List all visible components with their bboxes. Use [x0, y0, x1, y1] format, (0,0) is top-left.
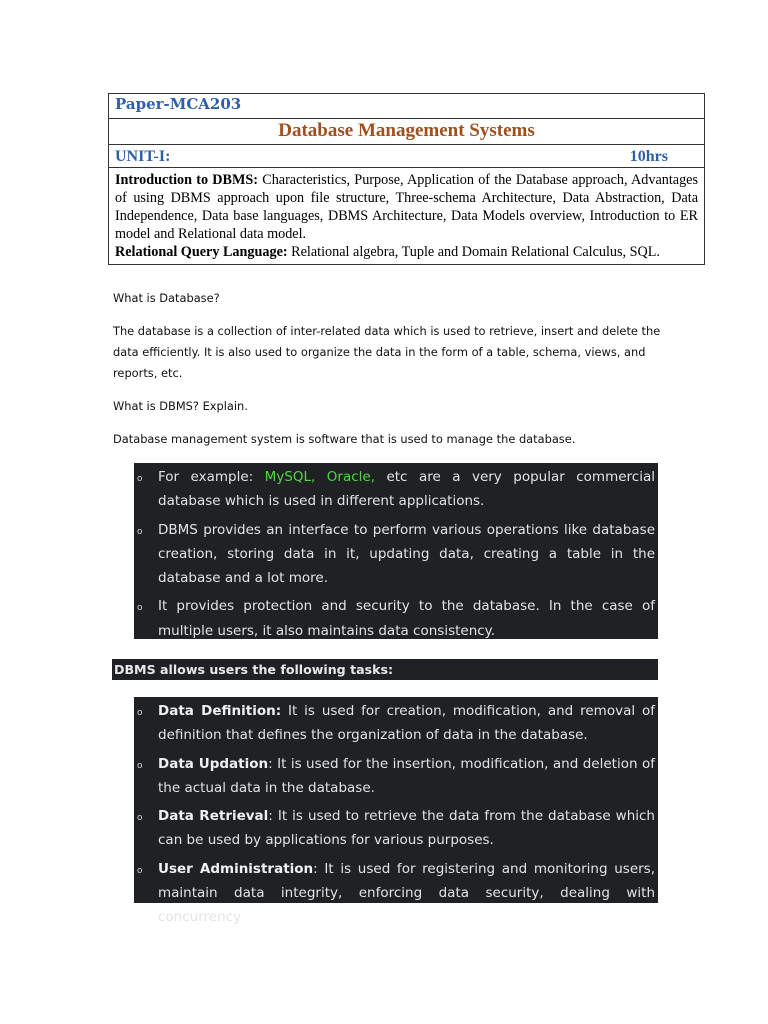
task-desc: : It is used to retrieve the data from the database which can be used by applications for various purposes. — [158, 808, 655, 849]
list-item-text: DBMS provides an interface to perform various operations like database creation, storing data in it, updating data, creating a table in the database and a lot more. — [158, 521, 655, 587]
unit-content — [109, 168, 704, 264]
intro-heading: Introduction to DBMS: — [115, 172, 258, 188]
tasks-box — [134, 697, 658, 926]
rql-text: Relational algebra, Tuple and Domain Relational Calculus, SQL. — [287, 244, 660, 260]
list-item — [134, 518, 655, 591]
list-item — [134, 804, 655, 853]
unit-label: UNIT-I: — [115, 147, 171, 165]
bullet-icon: o — [137, 474, 143, 484]
list-item-text — [158, 756, 655, 796]
task-desc: : It is used for registering and monitoring users, maintain data integrity, enforcing data security, dealing with concurrency — [158, 860, 655, 926]
bullet-icon: o — [137, 603, 143, 614]
example-prefix: For example: — [158, 469, 265, 485]
question-what-is-database: What is Database? — [113, 291, 220, 305]
bullet-icon: o — [137, 865, 143, 876]
rql-paragraph — [115, 243, 698, 261]
intro-paragraph — [115, 171, 698, 243]
unit-row — [109, 145, 704, 168]
list-item — [134, 857, 655, 930]
list-item-text — [158, 469, 655, 509]
example-highlight: MySQL, Oracle, — [264, 469, 375, 485]
course-title-row — [109, 119, 704, 145]
list-item-text: It provides protection and security to the database. In the case of multiple users, it also maintains data consistency. — [158, 598, 655, 639]
list-item — [134, 594, 655, 643]
task-term: Data Retrieval — [158, 808, 269, 825]
unit-hours: 10hrs — [629, 147, 668, 165]
list-item-text — [158, 808, 655, 848]
syllabus-table — [108, 93, 705, 265]
tasks-heading: DBMS allows users the following tasks: — [112, 659, 658, 680]
paper-row — [109, 94, 704, 119]
task-term: Data Definition: — [158, 703, 282, 719]
list-item-text — [158, 703, 655, 743]
intro-text: Characteristics, Purpose, Application of the Database approach, Advantages of using DBMS approach upon file structure, Three-schema Architecture, Data Abstraction, Data Independence, Data base languages, DBMS Architecture, Data Models overview, Introduction to ER model and Relational data model. — [115, 172, 698, 242]
paper-code: Paper-MCA203 — [115, 95, 242, 113]
task-term: User Administration — [158, 860, 314, 877]
bullet-icon: o — [137, 760, 143, 771]
task-desc: : It is used for the insertion, modification, and deletion of the actual data in the database. — [158, 755, 655, 796]
bullet-icon: o — [137, 708, 143, 718]
list-item-text — [158, 861, 655, 926]
dbms-points-box — [134, 463, 658, 639]
list-item — [134, 699, 655, 748]
answer-what-is-database: The database is a collection of inter-related data which is used to retrieve, insert and delete the data efficiently. It is also used to organize the data in the form of a table, schema, views, and reports, etc. — [113, 324, 661, 380]
list-item — [134, 465, 655, 514]
question-what-is-dbms: What is DBMS? Explain. — [113, 399, 248, 413]
course-title: Database Management Systems — [278, 120, 535, 141]
rql-heading: Relational Query Language: — [115, 244, 288, 260]
list-item — [134, 752, 655, 801]
bullet-icon: o — [137, 813, 143, 824]
bullet-icon: o — [137, 526, 143, 537]
answer-what-is-dbms: Database management system is software that is used to manage the database. — [113, 432, 576, 446]
example-suffix: etc are a very popular commercial database which is used in different applications. — [158, 469, 655, 510]
dbms-points-list — [134, 465, 655, 643]
task-term: Data Updation — [158, 755, 269, 772]
task-desc: It is used for creation, modification, and removal of definition that defines the organization of data in the database. — [158, 703, 655, 744]
tasks-list — [134, 699, 655, 930]
